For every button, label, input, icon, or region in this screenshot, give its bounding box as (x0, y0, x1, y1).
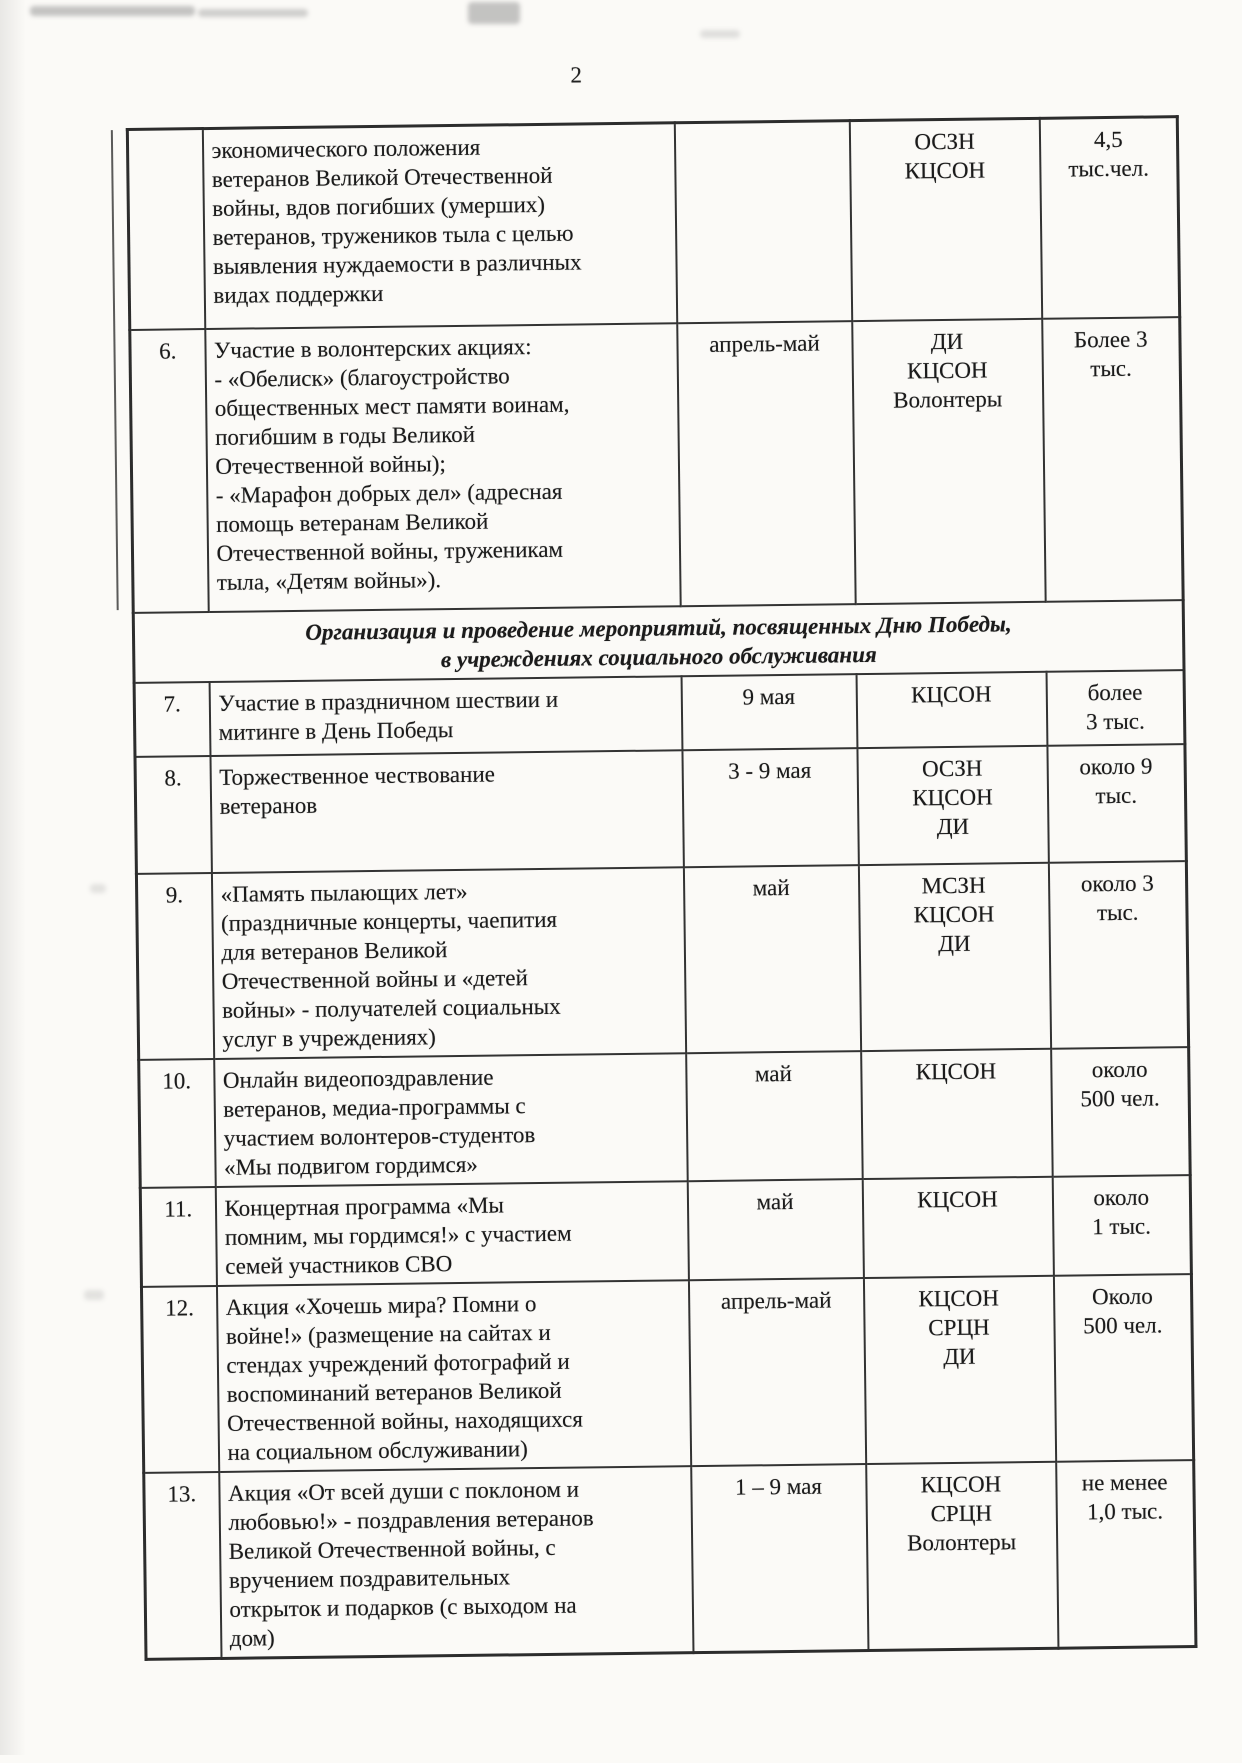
table-row (136, 861, 1188, 1060)
count-cell: около 1 тыс. (1052, 1175, 1191, 1276)
organizations-cell: КЦСОН СРЦН Волонтеры (866, 1461, 1058, 1650)
row-number-cell: 13. (144, 1471, 221, 1658)
row-number-cell: 12. (141, 1285, 218, 1472)
page-number: 2 (570, 62, 583, 88)
organizations-cell: ДИ КЦСОН Волонтеры (852, 318, 1045, 603)
scan-artifact (700, 30, 740, 38)
activity-cell: Участие в волонтерских акциях: - «Обелиск» (благоустройство общественных мест памяти воинам, погибшим в годы Великой Отечественной войны); - «Марафон добрых дел» (адресная помощь ветеранам Великой Отечественной войны, труженикам тыла, «Детям войны»). (205, 323, 680, 612)
date-cell: 3 - 9 мая (682, 748, 858, 867)
organizations-cell: КЦСОН (856, 671, 1047, 747)
scan-artifact-ghost-border (111, 130, 119, 610)
table-row (141, 1274, 1193, 1473)
count-cell: не менее 1,0 тыс. (1056, 1460, 1196, 1648)
activity-cell: Торжественное чествование ветеранов (210, 750, 683, 873)
organizations-cell: ОСЗН КЦСОН (849, 118, 1041, 320)
count-cell: Около 500 чел. (1053, 1274, 1193, 1462)
count-cell: около 3 тыс. (1048, 861, 1188, 1049)
organizations-cell: КЦСОН СРЦН ДИ (863, 1275, 1055, 1463)
section-header-row (133, 600, 1184, 683)
activity-cell: «Память пылающих лет» (праздничные концерты, чаепития для ветеранов Великой Отечественной войны и «детей войны» - получателей социальных услуг в учреждениях) (211, 867, 685, 1059)
activity-cell: Акция «От всей души с поклоном и любовью!» - поздравления ветеранов Великой Отечественной войны, с вручением поздравительных открыток и подарков (с выходом на дом) (219, 1466, 693, 1658)
scan-edge-shadow (0, 0, 26, 1755)
table-row (140, 1175, 1191, 1287)
scan-artifact (90, 884, 106, 893)
row-number-cell (127, 129, 204, 330)
organizations-cell: МСЗН КЦСОН ДИ (858, 862, 1050, 1050)
section-header: Организация и проведение мероприятий, посвященных Дню Победы, в учреждениях социального обслуживания (133, 600, 1184, 683)
row-number-cell: 7. (134, 682, 210, 757)
scan-artifact (198, 9, 308, 17)
activity-cell: Участие в праздничном шествии и митинге в День Победы (209, 676, 682, 756)
activity-cell: Онлайн видеопоздравление ветеранов, медиа-программы с участием волонтеров-студентов «Мы подвигом гордимся» (214, 1053, 688, 1187)
activity-cell: Концертная программа «Мы помним, мы гордимся!» с участием семей участников СВО (215, 1181, 688, 1286)
organizations-cell: КЦСОН (861, 1048, 1053, 1178)
date-cell: 9 мая (681, 674, 857, 750)
organizations-cell: КЦСОН (862, 1176, 1053, 1277)
count-cell: Более 3 тыс. (1042, 317, 1183, 602)
table-row (135, 744, 1186, 874)
table-row (130, 317, 1183, 613)
count-cell: 4,5 тыс.чел. (1039, 117, 1179, 319)
scan-artifact (468, 2, 520, 24)
date-cell: май (683, 865, 860, 1053)
date-cell: май (686, 1051, 863, 1181)
row-number-cell: 8. (135, 756, 211, 874)
table-row (134, 670, 1185, 757)
count-cell: около 9 тыс. (1047, 744, 1186, 863)
activity-cell: экономического положения ветеранов Великой Отечественной войны, вдов погибших (умерших) ветеранов, тружеников тыла с целью выявления нуждаемости в различных видах поддержки (202, 123, 676, 329)
date-cell (674, 121, 851, 323)
table-row (127, 117, 1179, 330)
row-number-cell: 11. (140, 1186, 216, 1286)
row-number-cell: 10. (139, 1058, 216, 1187)
organizations-cell: ОСЗН КЦСОН ДИ (857, 745, 1048, 864)
scan-artifact (84, 1290, 104, 1300)
activity-cell: Акция «Хочешь мира? Помни о войне!» (размещение на сайтах и стендах учреждений фотографий и воспоминаний ветеранов Великой Отечественной войны, находящихся на социальном обслуживании) (216, 1280, 690, 1472)
events-table (126, 115, 1198, 1660)
count-cell: около 500 чел. (1051, 1047, 1191, 1177)
row-number-cell: 9. (136, 873, 213, 1060)
row-number-cell: 6. (130, 329, 208, 613)
table-row (144, 1460, 1196, 1659)
count-cell: более 3 тыс. (1046, 670, 1185, 746)
scan-artifact (30, 6, 195, 16)
date-cell: апрель-май (677, 321, 855, 606)
table-row (139, 1047, 1190, 1188)
date-cell: апрель-май (688, 1278, 865, 1466)
date-cell: 1 – 9 мая (691, 1464, 868, 1653)
date-cell: май (687, 1179, 863, 1280)
